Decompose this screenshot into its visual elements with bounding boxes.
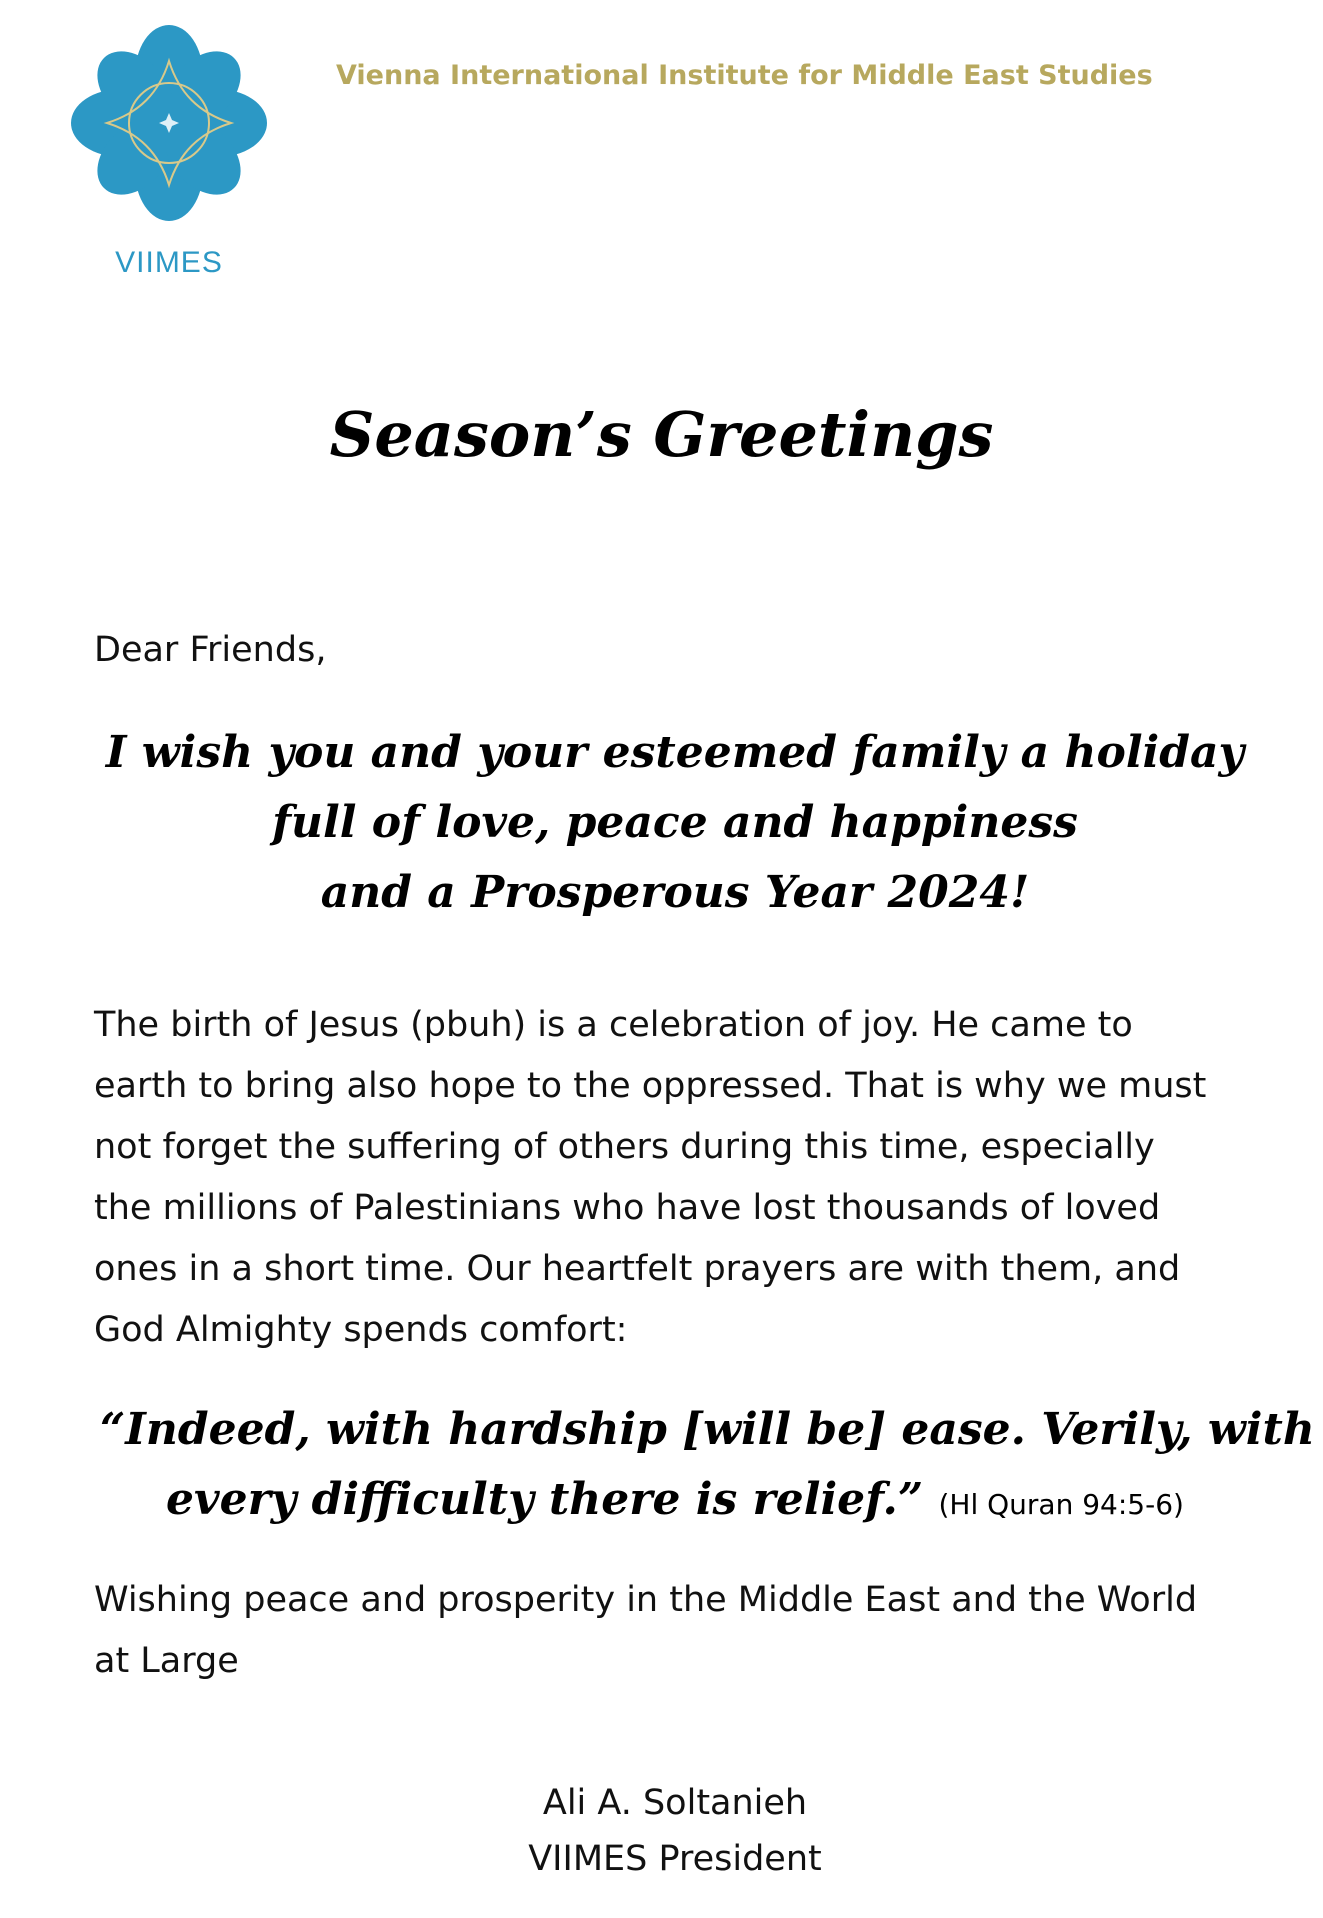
wish-line: I wish you and your esteemed family a holiday: [105, 727, 1245, 778]
body-line: God Almighty spends comfort:: [94, 1310, 628, 1350]
body-line: The birth of Jesus (pbuh) is a celebration of joy. He came to: [94, 1005, 1133, 1045]
closing-paragraph: [94, 1570, 1294, 1692]
salutation: Dear Friends,: [94, 630, 327, 670]
body-line: not forget the suffering of others during this time, especially: [94, 1127, 1155, 1167]
logo-wordmark: VIIMES: [115, 246, 223, 279]
viimes-logo: [62, 18, 276, 280]
flower-star-emblem-icon: [62, 18, 276, 232]
body-line: earth to bring also hope to the oppressed. That is why we must: [94, 1066, 1207, 1106]
signature-block: [0, 1775, 1323, 1887]
quote-citation: (Hl Quran 94:5-6): [938, 1488, 1184, 1521]
quote-line: “Indeed, with hardship [will be] ease. Verily, with: [100, 1404, 1315, 1455]
body-paragraph: [94, 995, 1294, 1361]
body-line: the millions of Palestinians who have lost thousands of loved: [94, 1188, 1161, 1228]
holiday-wish: [100, 718, 1250, 928]
body-line: ones in a short time. Our heartfelt prayers are with them, and: [94, 1249, 1181, 1289]
institute-name: Vienna International Institute for Middle East Studies: [336, 60, 1153, 91]
closing-line: Wishing peace and prosperity in the Middle East and the World: [94, 1580, 1198, 1620]
signatory-name: Ali A. Soltanieh: [542, 1783, 808, 1823]
quran-quote: [100, 1395, 1315, 1540]
wish-line: full of love, peace and happiness: [272, 797, 1078, 848]
quote-line-with-citation: [100, 1465, 1250, 1540]
quote-line: every difficulty there is relief.”: [166, 1474, 924, 1525]
closing-line: at Large: [94, 1641, 239, 1681]
wish-line: and a Prosperous Year 2024!: [320, 867, 1030, 918]
signatory-role: VIIMES President: [528, 1839, 822, 1879]
letter-title: Season’s Greetings: [329, 398, 994, 471]
